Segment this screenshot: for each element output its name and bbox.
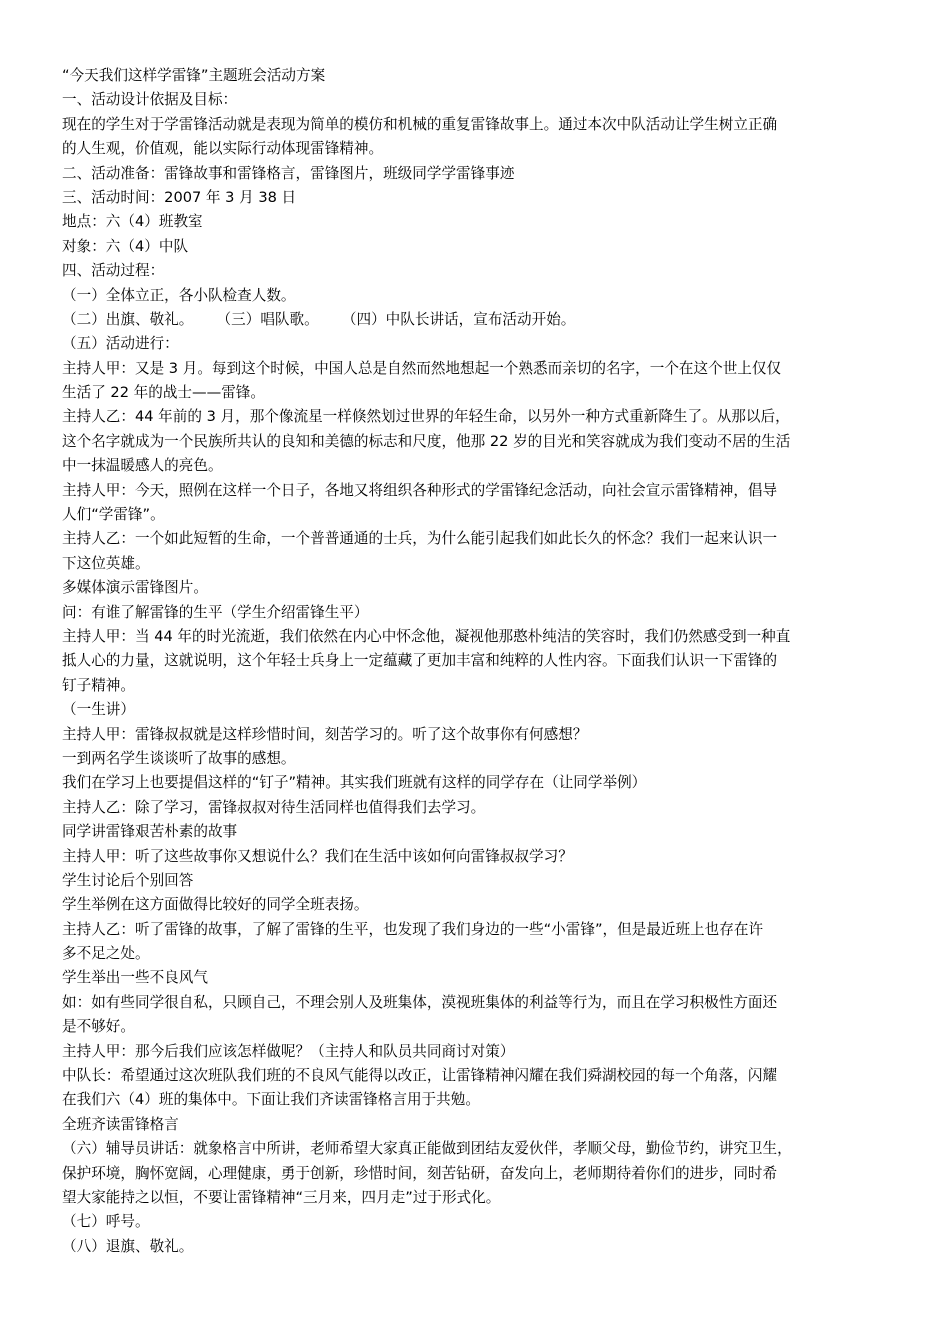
text-line: 的人生观，价值观，能以实际行动体现雷锋精神。 bbox=[62, 140, 384, 158]
text-line: 主持人乙：除了学习，雷锋叔叔对待生活同样也值得我们去学习。 bbox=[62, 798, 486, 816]
text-line: 这个名字就成为一个民族所共认的良知和美德的标志和尺度，他那 22 岁的目光和笑容就成为我们变动不居的生活 bbox=[62, 432, 791, 450]
text-line: 主持人甲：当 44 年的时光流逝，我们依然在内心中怀念他，凝视他那憨朴纯洁的笑容时，我们仍然感受到一种直 bbox=[62, 627, 791, 645]
text-line: 学生举例在这方面做得比较好的同学全班表扬。 bbox=[62, 896, 369, 914]
text-line: （五）活动进行： bbox=[62, 335, 179, 353]
text-line: 多媒体演示雷锋图片。 bbox=[62, 579, 208, 597]
text-line: 二、活动准备：雷锋故事和雷锋格言，雷锋图片，班级同学学雷锋事迹 bbox=[62, 164, 515, 182]
text-line: （七）呼号。 bbox=[62, 1213, 150, 1231]
text-line: 同学讲雷锋艰苦朴素的故事 bbox=[62, 823, 238, 841]
text-line: 中一抹温暖感人的亮色。 bbox=[62, 457, 223, 475]
text-line: 三、活动时间：2007 年 3 月 38 日 bbox=[62, 188, 297, 206]
text-line: 下这位英雄。 bbox=[62, 554, 150, 572]
text-line: 生活了 22 年的战士——雷锋。 bbox=[62, 384, 265, 402]
text-line: 多不足之处。 bbox=[62, 945, 150, 963]
text-line: 一、活动设计依据及目标： bbox=[62, 91, 238, 109]
text-line: 全班齐读雷锋格言 bbox=[62, 1115, 179, 1133]
text-line: 四、活动过程： bbox=[62, 262, 165, 280]
text-line: 望大家能持之以恒，不要让雷锋精神“三月来，四月走”过于形式化。 bbox=[62, 1188, 501, 1206]
text-line: （一）全体立正，各小队检查人数。 bbox=[62, 286, 296, 304]
text-line: 如：如有些同学很自私，只顾自己，不理会别人及班集体，漠视班集体的利益等行为，而且在学习积极性方面还 bbox=[62, 993, 778, 1011]
text-line: 对象：六（4）中队 bbox=[62, 237, 189, 255]
document-title: “今天我们这样学雷锋”主题班会活动方案 bbox=[62, 67, 326, 84]
text-line: 主持人甲：又是 3 月。每到这个时候，中国人总是自然而然地想起一个熟悉而亲切的名字，一个在这个世上仅仅 bbox=[62, 359, 782, 377]
text-line: 主持人甲：今天，照例在这样一个日子，各地又将组织各种形式的学雷锋纪念活动，向社会宣示雷锋精神，倡导 bbox=[62, 481, 778, 499]
text-line: 钉子精神。 bbox=[62, 676, 135, 694]
text-line: 主持人乙：听了雷锋的故事，了解了雷锋的生平，也发现了我们身边的一些“小雷锋”，但是最近班上也存在许 bbox=[62, 920, 764, 938]
text-line: 主持人甲：听了这些故事你又想说什么？我们在生活中该如何向雷锋叔叔学习？ bbox=[62, 847, 573, 865]
text-line: （六）辅导员讲话：就象格言中所讲，老师希望大家真正能做到团结友爱伙伴，孝顺父母，勤俭节约，讲究卫生， bbox=[62, 1140, 792, 1158]
text-line: 中队长：希望通过这次班队我们班的不良风气能得以改正，让雷锋精神闪耀在我们舜湖校园的每一个角落，闪耀 bbox=[62, 1067, 778, 1085]
text-line: （一生讲） bbox=[62, 701, 135, 719]
text-line: 学生讨论后个别回答 bbox=[62, 871, 194, 889]
text-line: 主持人乙：44 年前的 3 月，那个像流星一样倏然划过世界的年轻生命，以另外一种方式重新降生了。从那以后， bbox=[62, 408, 790, 426]
document-body bbox=[62, 64, 894, 1259]
text-line: 一到两名学生谈谈听了故事的感想。 bbox=[62, 749, 296, 767]
text-line: 在我们六（4）班的集体中。下面让我们齐读雷锋格言用于共勉。 bbox=[62, 1091, 480, 1109]
text-line: 现在的学生对于学雷锋活动就是表现为简单的模仿和机械的重复雷锋故事上。通过本次中队活动让学生树立正确 bbox=[62, 115, 778, 133]
text-line: 主持人甲：那今后我们应该怎样做呢？（主持人和队员共同商讨对策） bbox=[62, 1042, 515, 1060]
text-line: 地点：六（4）班教室 bbox=[62, 213, 203, 231]
text-line: 学生举出一些不良风气 bbox=[62, 969, 208, 987]
text-line: 我们在学习上也要提倡这样的“钉子”精神。其实我们班就有这样的同学存在（让同学举例） bbox=[62, 774, 647, 792]
text-line: 抵人心的力量，这就说明，这个年轻士兵身上一定蕴藏了更加丰富和纯粹的人性内容。下面我们认识一下雷锋的 bbox=[62, 652, 778, 670]
text-line: （二）出旗、敬礼。 （三）唱队歌。 （四）中队长讲话，宣布活动开始。 bbox=[62, 310, 576, 328]
text-line: 主持人乙：一个如此短暂的生命，一个普普通通的士兵，为什么能引起我们如此长久的怀念？我们一起来认识一 bbox=[62, 530, 778, 548]
text-line: 人们“学雷锋”。 bbox=[62, 506, 165, 524]
text-line: 问：有谁了解雷锋的生平（学生介绍雷锋生平） bbox=[62, 603, 369, 621]
text-line: 是不够好。 bbox=[62, 1018, 135, 1036]
text-line: 保护环境，胸怀宽阔，心理健康，勇于创新，珍惜时间，刻苦钻研，奋发向上，老师期待着你们的进步，同时希 bbox=[62, 1164, 778, 1182]
text-line: 主持人甲：雷锋叔叔就是这样珍惜时间，刻苦学习的。听了这个故事你有何感想？ bbox=[62, 725, 588, 743]
text-line: （八）退旗、敬礼。 bbox=[62, 1237, 194, 1255]
